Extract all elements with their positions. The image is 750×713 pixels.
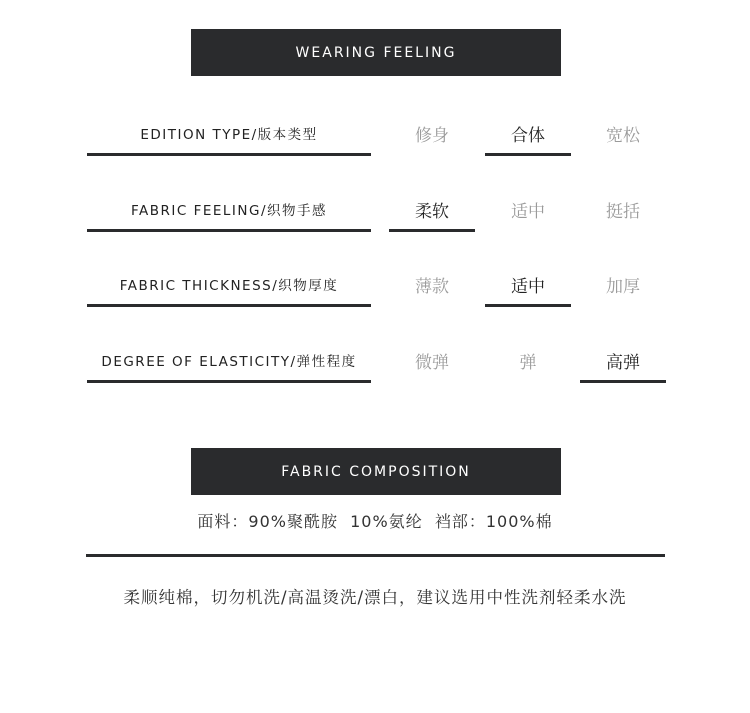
row-underline bbox=[87, 229, 371, 232]
row-underline bbox=[87, 153, 371, 156]
fabric-feeling-row bbox=[0, 189, 750, 234]
option-thin: 薄款 bbox=[415, 276, 449, 297]
row-label: FABRIC FEELING/织物手感 bbox=[130, 203, 328, 219]
care-instructions: 柔顺纯棉，切勿机洗/高温烫洗/漂白，建议选用中性洗剂轻柔水洗 bbox=[123, 588, 627, 607]
row-label: EDITION TYPE/版本类型 bbox=[140, 127, 318, 143]
option-slim: 修身 bbox=[415, 125, 449, 146]
fabric-thickness-row bbox=[0, 264, 750, 309]
selected-underline bbox=[485, 304, 571, 307]
wearing-feeling-title: WEARING FEELING bbox=[295, 44, 457, 61]
row-label: FABRIC THICKNESS/织物厚度 bbox=[119, 278, 339, 294]
composition-text: 面料：90%聚酰胺 10%氨纶 裆部：100%棉 bbox=[197, 511, 553, 531]
option-slight-stretch: 微弹 bbox=[415, 352, 449, 373]
option-stretch: 弹 bbox=[519, 352, 537, 373]
option-loose: 宽松 bbox=[606, 125, 640, 146]
option-high-stretch: 高弹 bbox=[606, 352, 640, 373]
option-thick: 加厚 bbox=[606, 276, 640, 297]
fabric-composition-title: FABRIC COMPOSITION bbox=[281, 463, 471, 480]
wearing-feeling-banner bbox=[191, 29, 561, 76]
option-regular: 合体 bbox=[511, 125, 545, 146]
selected-underline bbox=[580, 380, 666, 383]
option-soft: 柔软 bbox=[415, 201, 449, 222]
option-medium: 适中 bbox=[511, 201, 545, 222]
edition-type-row bbox=[0, 113, 750, 158]
row-label: DEGREE OF ELASTICITY/弹性程度 bbox=[101, 354, 357, 370]
selected-underline bbox=[389, 229, 475, 232]
selected-underline bbox=[485, 153, 571, 156]
row-underline bbox=[87, 304, 371, 307]
option-stiff: 挺括 bbox=[606, 201, 640, 222]
fabric-composition-banner bbox=[191, 448, 561, 495]
divider bbox=[86, 554, 665, 557]
elasticity-row bbox=[0, 340, 750, 385]
option-medium: 适中 bbox=[511, 276, 545, 297]
row-underline bbox=[87, 380, 371, 383]
